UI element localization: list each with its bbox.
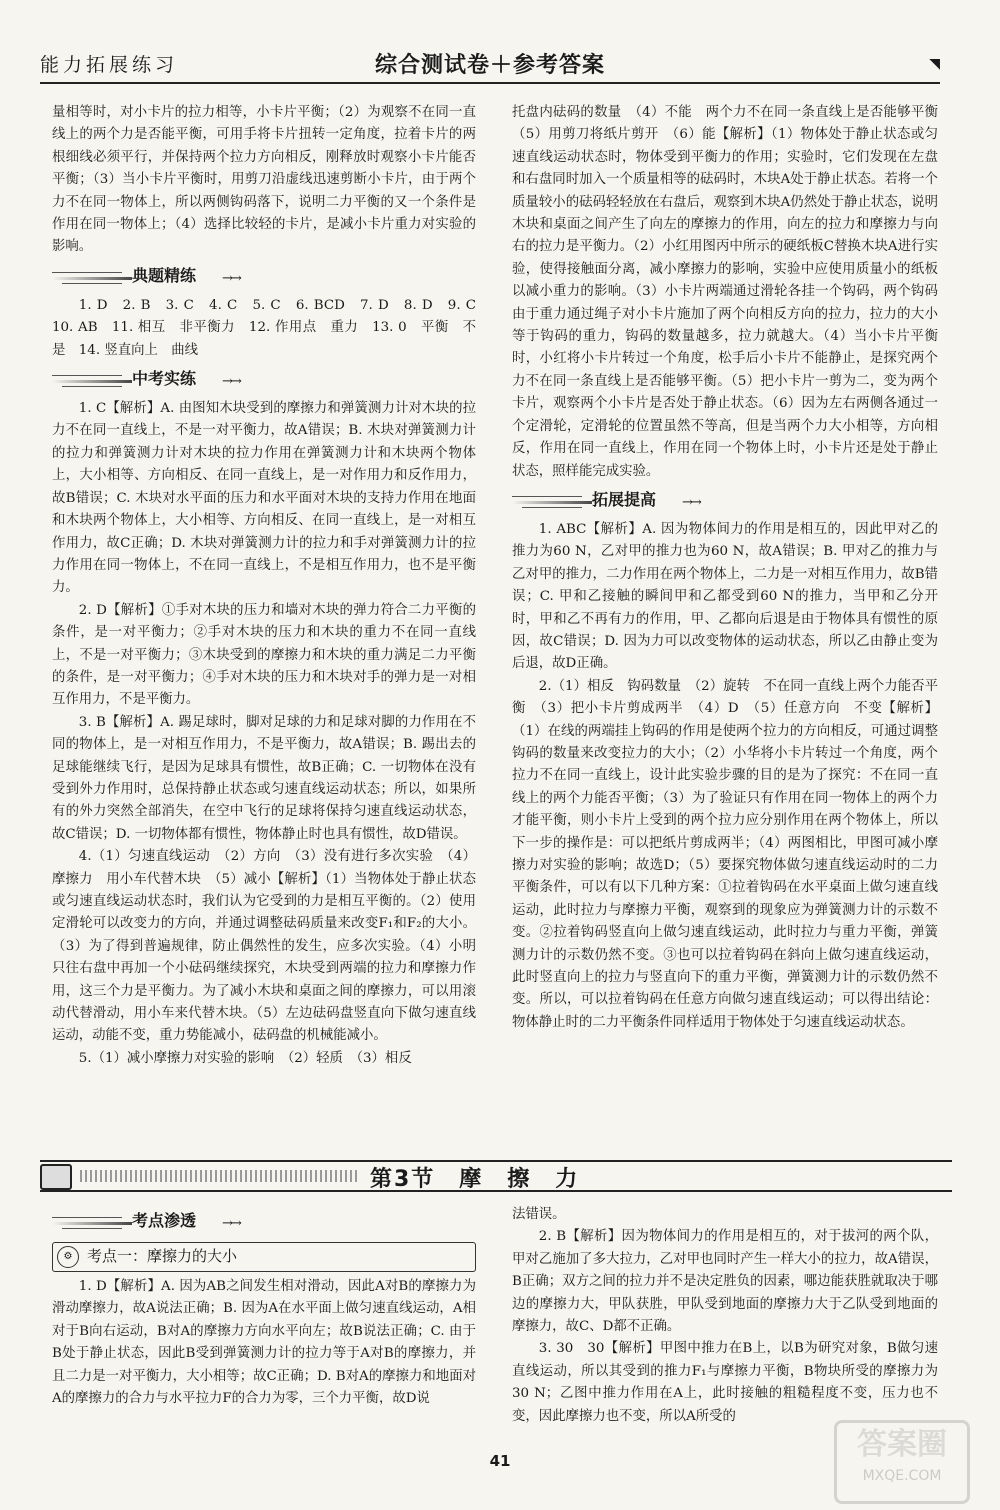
answer-item: 3. 30 30【解析】甲图中推力在B上，以B为研究对象，B做匀速直线运动，所以其受到的推力F₁与摩擦力平衡，B物块所受的摩擦力为30 N；乙图中推力作用在A上，此时接触的粗糙程度不变，压力也不变，因此摩擦力也不变，所以A所受的 [512,1341,938,1424]
section-heading-text: 典题精练 [132,265,197,285]
left-column-bottom [52,1204,476,1410]
heading-decoration [52,380,132,383]
left-column-top [52,102,490,1070]
divider-stripes [80,1170,360,1182]
answer-item: 1. D【解析】A. 因为AB之间发生相对滑动，因此A对B的摩擦力为滑动摩擦力，故A说法正确；B. 因为A在水平面上做匀速直线运动，A相对于B向右运动，B对A的摩擦力方向水平向左；故B说法正确；C. 由于B处于静止状态，因此B受到弹簧测力计的拉力等于A对B的摩擦力，并且二力是一对平衡力，大小相等；故C正确；D. B对A的摩擦力和地面对A的摩擦力的合力与水平拉力F的合力为零，三个力平衡，故D说 [52,1279,476,1407]
paragraph: 法错误。 [512,1207,566,1222]
section-title: 第3节 摩 擦 力 [370,1167,580,1192]
section-heading-keypoints [52,1208,476,1238]
watermark-logo [834,1420,970,1504]
answer-item: 2. D【解析】①手对木块的压力和墙对木块的弹力符合二力平衡的条件，是一对平衡力；②手对木块的压力和木块的重力不在同一直线上，不是一对平衡力；③木块受到的摩擦力和木块的重力满足二力平衡的条件，是一对平衡力；④手对木块的压力和木块对手的弹力是一对相互作用力，不是平衡力。 [52,602,476,708]
heading-decoration [52,1222,132,1225]
answer-item: 5.（1）减小摩擦力对实验的影响 （2）轻质 （3）相反 [78,1050,412,1066]
header-corner-mark: ◥ [929,56,940,72]
section-heading-text: 考点渗透 [132,1211,197,1230]
section-divider [40,1160,952,1194]
answer-list: 1. D 2. B 3. C 4. C 5. C 6. BCD 7. D 8. D 9. C 10. AB 11. 相互 非平衡力 12. 作用点 重力 13. 0 平衡 不是 14. 竖直向上 曲线 [52,297,490,358]
arrow-icon: →→ [682,494,700,510]
arrow-icon: →→ [222,1216,240,1231]
answer-item: 1. C【解析】A. 由图知木块受到的摩擦力和弹簧测力计对木块的拉力不在同一直线上，不是一对平衡力，故A错误；B. 木块对弹簧测力计的拉力和弹簧测力计对木块的拉力作用在弹簧测力计和木块两个物体上，大小相等、方向相反、在同一直线上，是一对作用力和反作用力，故B错误；C. 木块对水平面的压力和水平面对木块的支持力作用在地面和木块两个物体上，大小相等、方向相反、在同一直线上，是一对相互作用力，故C正确；D. 木块对弹簧测力计的拉力和手对弹簧测力计的拉力作用在同一物体上，不在同一直线上，不是相互作用力，也不是平衡力。 [52,401,476,596]
answer-item: 2. B【解析】因为物体间力的作用是相互的，对于拔河的两个队，甲对乙施加了多大拉力，乙对甲也同时产生一样大小的拉力，故A错误，B正确；双方之间的拉力并不是决定胜负的因素，哪边能获胜就取决于哪边的摩擦力大，甲队获胜，甲队受到地面的摩擦力大于乙队受到地面的摩擦力，故C、D都不正确。 [512,1229,938,1335]
right-column-top [512,102,952,1034]
answer-item: 4.（1）匀速直线运动 （2）方向 （3）没有进行多次实验 （4）摩擦力 用小车代替木块 （5）减小【解析】（1）当物体处于静止状态或匀速直线运动状态时，我们认为它受到的力是相互平衡的。（2）使用定滑轮可以改变力的方向，并通过调整砝码质量来改变F₁和F₂的大小。（3）为了得到普遍规律，防止偶然性的发生，应多次实验。（4）小明只往右盘中再加一个小砝码继续探究，木块受到两端的拉力和摩擦力作用，这三个力是平衡力。为了减小木块和桌面之间的摩擦力，可以用滚动代替滑动，用小车来代替木块。（5）左边砝码盘竖直向下做匀速直线运动，动能不变，重力势能减小，砝码盘的机械能减小。 [52,849,476,1044]
section-icon [40,1164,72,1190]
heading-decoration [512,501,592,504]
section-heading-text: 中考实练 [132,369,197,389]
paragraph: 托盘内砝码的数量 （4）不能 两个力不在同一条直线上是否能够平衡 （5）用剪刀将纸片剪开 （6）能【解析】（1）物体处于静止状态或匀速直线运动状态时，物体受到平衡力的作用；实验时，它们发现在左盘和右盘同时加入一个质量相等的砝码时，木块A处于静止状态。若将一个质量较小的砝码轻轻放在右盘后，观察到木块A仍然处于静止状态，说明木块和桌面之间产生了向左的摩擦力的作用，向左的拉力和摩擦力与向右的拉力是平衡力。（2）小红用图丙中所示的硬纸板C替换木块A进行实验，使得接触面分离，减小摩擦力的影响，实验中应使用质量小的纸板以减小重力的影响。（3）小卡片两端通过滑轮各挂一个钩码，两个钩码由于重力通过绳子对小卡片施加了两个向相反方向的拉力，拉力的大小等于钩码的重力，钩码的数量越多，拉力就越大。（4）当小卡片平衡时，小红将小卡片转过一个角度，松手后小卡片不能静止，是探究两个力不在同一条直线上是否能够平衡。（5）把小卡片一剪为二，变为两个卡片，观察两个小卡片是否处于静止状态。（6）因为左右两侧各通过一个定滑轮，定滑轮的位置虽然不等高，但是当两个力大小相等，方向相反，作用在同一直线上，作用在同一个物体上时，小卡片还是处于静止状态，照样能完成实验。 [512,105,952,479]
keypoint-title: 考点一：摩擦力的大小 [87,1247,238,1265]
section-heading-extension [512,487,938,517]
header-book-title: 综合测试卷＋参考答案 [374,53,605,78]
right-column-bottom [512,1204,938,1428]
keypoint-box [52,1242,476,1272]
heading-decoration [52,277,132,280]
header-series-title: 能力拓展练习 [40,54,179,76]
answer-item: 3. B【解析】A. 踢足球时，脚对足球的力和足球对脚的力作用在不同的物体上，是一对相互作用力，不是平衡力，故A错误；B. 踢出去的足球能继续飞行，是因为足球具有惯性，故B正确；C. 一切物体在没有受到外力作用时，总保持静止状态或匀速直线运动状态；所以，如果所有的外力突然全部消失，在空中飞行的足球将保持匀速直线运动状态，故C错误；D. 一切物体都有惯性，物体静止时也具有惯性，故D错误。 [52,714,476,842]
watermark-text: 答案圈 [857,1427,947,1462]
arrow-icon: →→ [222,374,240,390]
keypoint-icon: ⚙ [57,1246,79,1268]
section-heading-exam [52,366,476,396]
section-heading-practice [52,263,476,293]
arrow-icon: →→ [222,270,240,286]
page-number: 41 [489,1452,511,1470]
answer-item: 2.（1）相反 钩码数量 （2）旋转 不在同一直线上两个力能否平衡 （3）把小卡片剪成两半 （4）D （5）任意方向 不变【解析】（1）在线的两端挂上钩码的作用是使两个拉力的方向相反，可通过调整钩码的数量来改变拉力的大小；（2）小华将小卡片转过一个角度，两个拉力不在同一直线上，设计此实验步骤的目的是为了探究：不在同一直线上的两个力能否平衡；（3）为了验证只有作用在同一物体上的两个力才能平衡，则小卡片上受到的两个拉力应分别作用在两个物体上，所以下一步的操作是：可以把纸片剪成两半；（4）两图相比，甲图可减小摩擦力对实验的影响；故选D；（5）要探究物体做匀速直线运动时的二力平衡条件，可以有以下几种方案：①拉着钩码在水平桌面上做匀速直线运动，此时拉力与摩擦力平衡，观察到的现象应为弹簧测力计的示数不变。②拉着钩码竖直向上做匀速直线运动，此时拉力与重力平衡，弹簧测力计的示数仍然不变。③也可以拉着钩码在斜向上做匀速直线运动，此时竖直向上的拉力与竖直向下的重力平衡，弹簧测力计的示数仍然不变。所以，可以拉着钩码在任意方向做匀速直线运动；可以得出结论：物体静止时的二力平衡条件同样适用于物体处于匀速直线运动状态。 [512,678,938,1030]
section-heading-text: 拓展提高 [592,489,657,509]
watermark-url: MXQE.COM [862,1468,942,1484]
paragraph: 量相等时，对小卡片的拉力相等，小卡片平衡；（2）为观察不在同一直线上的两个力是否能平衡，可用手将卡片扭转一定角度，拉着卡片的两根细线必须平行，并保持两个拉力方向相反，刚释放时观察小卡片能否平衡；（3）当小卡片平衡时，用剪刀沿虚线迅速剪断小卡片，由于两个力不在同一物体上，所以两侧钩码落下，说明二力平衡的又一个条件是作用在同一物体上；（4）选择比较轻的卡片，是减小卡片重力对实验的影响。 [52,105,476,255]
page-header [40,48,940,84]
answer-item: 1. ABC【解析】A. 因为物体间力的作用是相互的，因此甲对乙的推力为60 N，乙对甲的推力也为60 N，故A错误；B. 甲对乙的推力与乙对甲的推力，二力作用在两个物体上，二力是一对相互作用力，故B错误；C. 甲和乙接触的瞬间甲和乙都受到60 N的推力，当甲和乙分开时，甲和乙不再有力的作用，甲、乙都向后退是由于物体具有惯性的原因，故C错误；D. 因为力可以改变物体的运动状态，所以乙由静止变为后退，故D正确。 [512,521,938,672]
